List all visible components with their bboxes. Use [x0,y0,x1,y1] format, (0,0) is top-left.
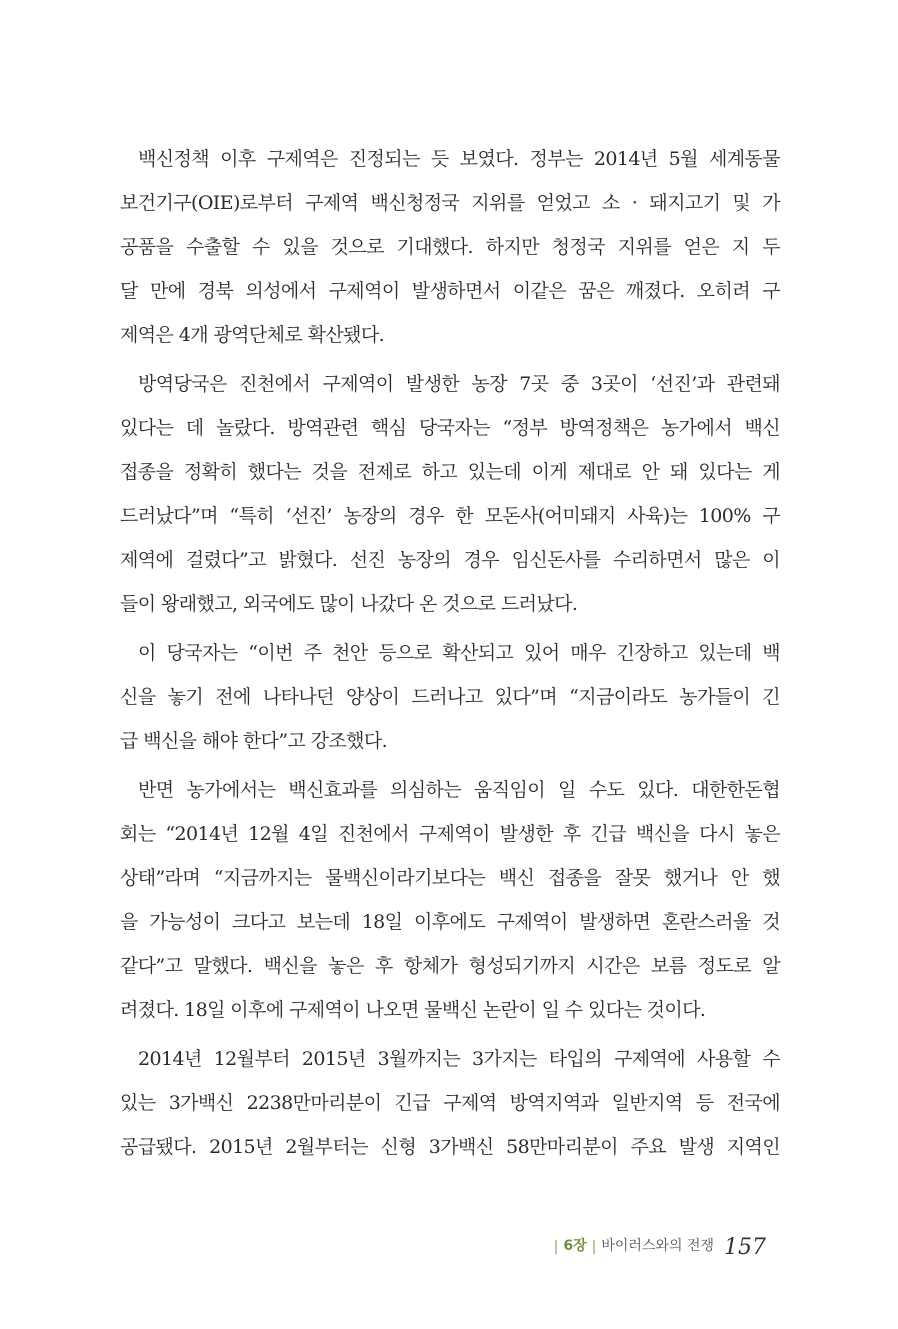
paragraph-5 [120,1037,780,1169]
text-line: 있는 3가백신 2238만마리분이 긴급 구제역 방역지역과 일반지역 등 전국에 [120,1092,780,1114]
text-line: 같다”고 말했다. 백신을 놓은 후 항체가 형성되기까지 시간은 보름 정도로 알 [120,955,780,977]
text-line: 접종을 정확히 했다는 것을 전제로 하고 있는데 이게 제대로 안 돼 있다는 게 [120,461,780,483]
chapter-title: 바이러스와의 전쟁 [601,1238,714,1254]
paragraph-2 [120,362,780,626]
page-body [120,137,780,1174]
page-number: 157 [724,1235,766,1260]
text-line: 2014년 12월부터 2015년 3월까지는 3가지는 타입의 구제역에 사용할 수 [138,1048,780,1070]
paragraph-3 [120,631,780,763]
footer-separator: | [553,1239,559,1255]
text-line: 신을 놓기 전에 나타나던 양상이 드러나고 있다”며 “지금이라도 농가들이 긴 [120,686,780,708]
text-line: 반면 농가에서는 백신효과를 의심하는 움직임이 일 수도 있다. 대한한돈협 [138,779,780,801]
page-footer [549,1224,766,1260]
text-line: 백신정책 이후 구제역은 진정되는 듯 보였다. 정부는 2014년 5월 세계동물 [138,148,780,170]
text-line: 들이 왕래했고, 외국에도 많이 나갔다 온 것으로 드러났다. [120,593,578,615]
text-line: 을 가능성이 크다고 보는데 18일 이후에도 구제역이 발생하면 혼란스러울 것 [120,911,780,933]
text-line: 공품을 수출할 수 있을 것으로 기대했다. 하지만 청정국 지위를 얻은 지 두 [120,236,780,258]
text-line: 공급됐다. 2015년 2월부터는 신형 3가백신 58만마리분이 주요 발생 지역인 [120,1136,780,1158]
text-line: 방역당국은 진천에서 구제역이 발생한 농장 7곳 중 3곳이 ‘선진’과 관련돼 [138,373,780,395]
text-line: 상태”라며 “지금까지는 물백신이라기보다는 백신 접종을 잘못 했거나 안 했 [120,867,780,889]
text-line: 달 만에 경북 의성에서 구제역이 발생하면서 이같은 꿈은 깨졌다. 오히려 구 [120,280,780,302]
paragraph-4 [120,768,780,1032]
text-line: 드러났다”며 “특히 ‘선진’ 농장의 경우 한 모돈사(어미돼지 사육)는 100% 구 [120,505,780,527]
footer-separator: | [591,1239,597,1255]
text-line: 급 백신을 해야 한다”고 강조했다. [120,730,388,752]
text-line: 제역에 걸렸다”고 밝혔다. 선진 농장의 경우 임신돈사를 수리하면서 많은 이 [120,549,780,571]
text-line: 있다는 데 놀랐다. 방역관련 핵심 당국자는 “정부 방역정책은 농가에서 백신 [120,417,780,439]
text-line: 회는 “2014년 12월 4일 진천에서 구제역이 발생한 후 긴급 백신을 다시 놓은 [120,823,780,845]
text-line: 려졌다. 18일 이후에 구제역이 나오면 물백신 논란이 일 수 있다는 것이다. [120,999,706,1021]
chapter-label: 6장 [563,1238,587,1254]
paragraph-1 [120,137,780,357]
text-line: 제역은 4개 광역단체로 확산됐다. [120,324,385,346]
text-line: 보건기구(OIE)로부터 구제역 백신청정국 지위를 얻었고 소 · 돼지고기 및 가 [120,192,780,214]
text-line: 이 당국자는 “이번 주 천안 등으로 확산되고 있어 매우 긴장하고 있는데 백 [138,642,780,664]
